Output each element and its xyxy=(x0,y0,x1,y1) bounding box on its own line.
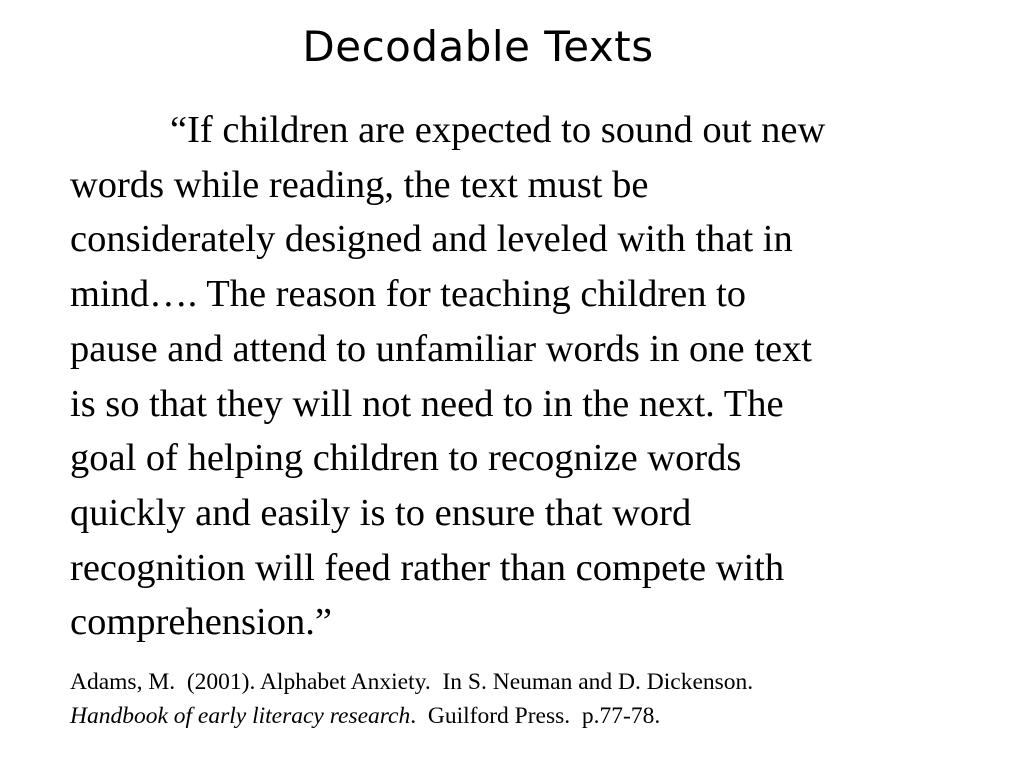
quote-body xyxy=(70,103,970,650)
citation xyxy=(70,665,970,733)
quote-line: comprehension.” xyxy=(70,601,332,644)
quote-line: considerately designed and leveled with that in xyxy=(70,218,793,261)
quote-line: “If children are expected to sound out new xyxy=(170,109,826,151)
quote-line: mind…. The reason for teaching children to xyxy=(70,273,747,316)
quote-line: is so that they will not need to in the next. The xyxy=(70,382,784,425)
citation-line-1: Adams, M. (2001). Alphabet Anxiety. In S. Neuman and D. Dickenson. xyxy=(70,669,754,695)
quote-line: words while reading, the text must be xyxy=(70,163,649,206)
citation-line-2 xyxy=(70,699,970,733)
slide-title: Decodable Texts xyxy=(302,22,654,71)
quote-line: goal of helping children to recognize words xyxy=(70,437,742,480)
quote-line: quickly and easily is to ensure that word xyxy=(70,491,692,534)
quote-line: pause and attend to unfamiliar words in one text xyxy=(70,327,812,370)
citation-publisher: . Guilford Press. p.77-78. xyxy=(410,703,661,729)
quote-line: recognition will feed rather than compete with xyxy=(70,546,785,589)
book-title: Handbook of early literacy research xyxy=(70,703,411,729)
